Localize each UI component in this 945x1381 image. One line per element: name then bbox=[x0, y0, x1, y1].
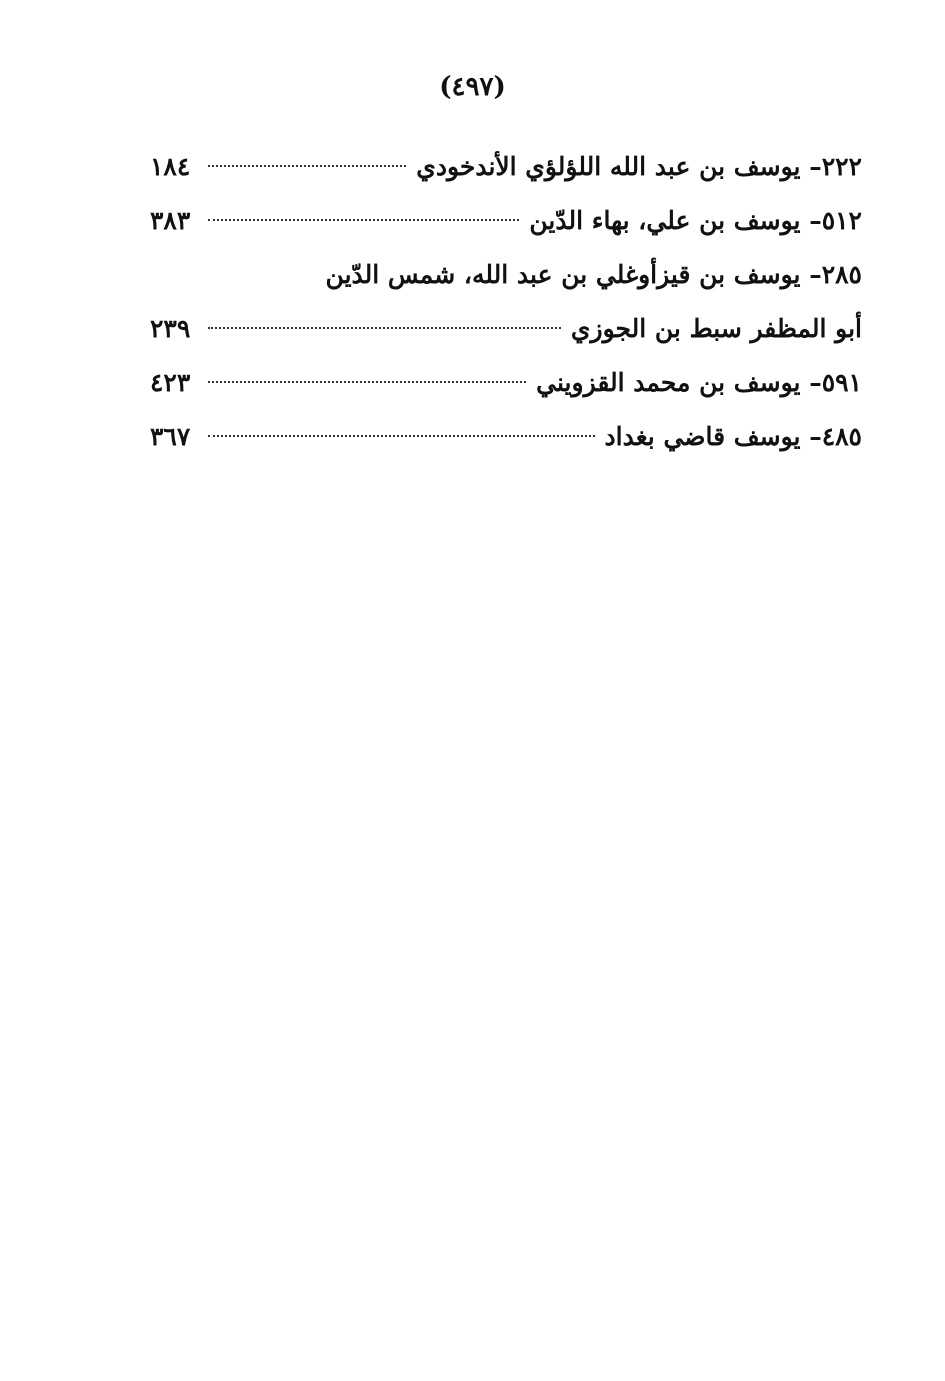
entry-text: ٢٨٥– يوسف بن قيزأوغلي بن عبد الله، شمس الدّين bbox=[325, 260, 862, 289]
entry-page-number: ٢٣٩ bbox=[150, 314, 191, 343]
entry-text: ٤٨٥– يوسف قاضي بغداد bbox=[604, 422, 862, 451]
dot-leader bbox=[208, 381, 526, 383]
dot-leader bbox=[208, 435, 595, 437]
entry-page-number: ٣٨٣ bbox=[150, 206, 191, 235]
index-list bbox=[150, 140, 862, 464]
page-number: (٤٩٧) bbox=[439, 72, 506, 102]
index-entry bbox=[150, 248, 862, 302]
dot-leader bbox=[208, 165, 406, 167]
entry-text: ٢٢٢– يوسف بن عبد الله اللؤلؤي الأندخودي bbox=[416, 152, 862, 181]
index-entry bbox=[150, 302, 862, 356]
entry-text: ٥١٢– يوسف بن علي، بهاء الدّين bbox=[529, 206, 862, 235]
entry-text: أبو المظفر سبط بن الجوزي bbox=[570, 314, 862, 343]
index-entry bbox=[150, 140, 862, 194]
index-entry bbox=[150, 194, 862, 248]
entry-page-number: ٤٢٣ bbox=[150, 368, 191, 397]
dot-leader bbox=[208, 327, 561, 329]
index-entry bbox=[150, 356, 862, 410]
entry-page-number: ٣٦٧ bbox=[150, 422, 191, 451]
index-entry bbox=[150, 410, 862, 464]
dot-leader bbox=[208, 219, 519, 221]
entry-page-number: ١٨٤ bbox=[150, 152, 191, 181]
entry-text: ٥٩١– يوسف بن محمد القزويني bbox=[536, 368, 862, 397]
